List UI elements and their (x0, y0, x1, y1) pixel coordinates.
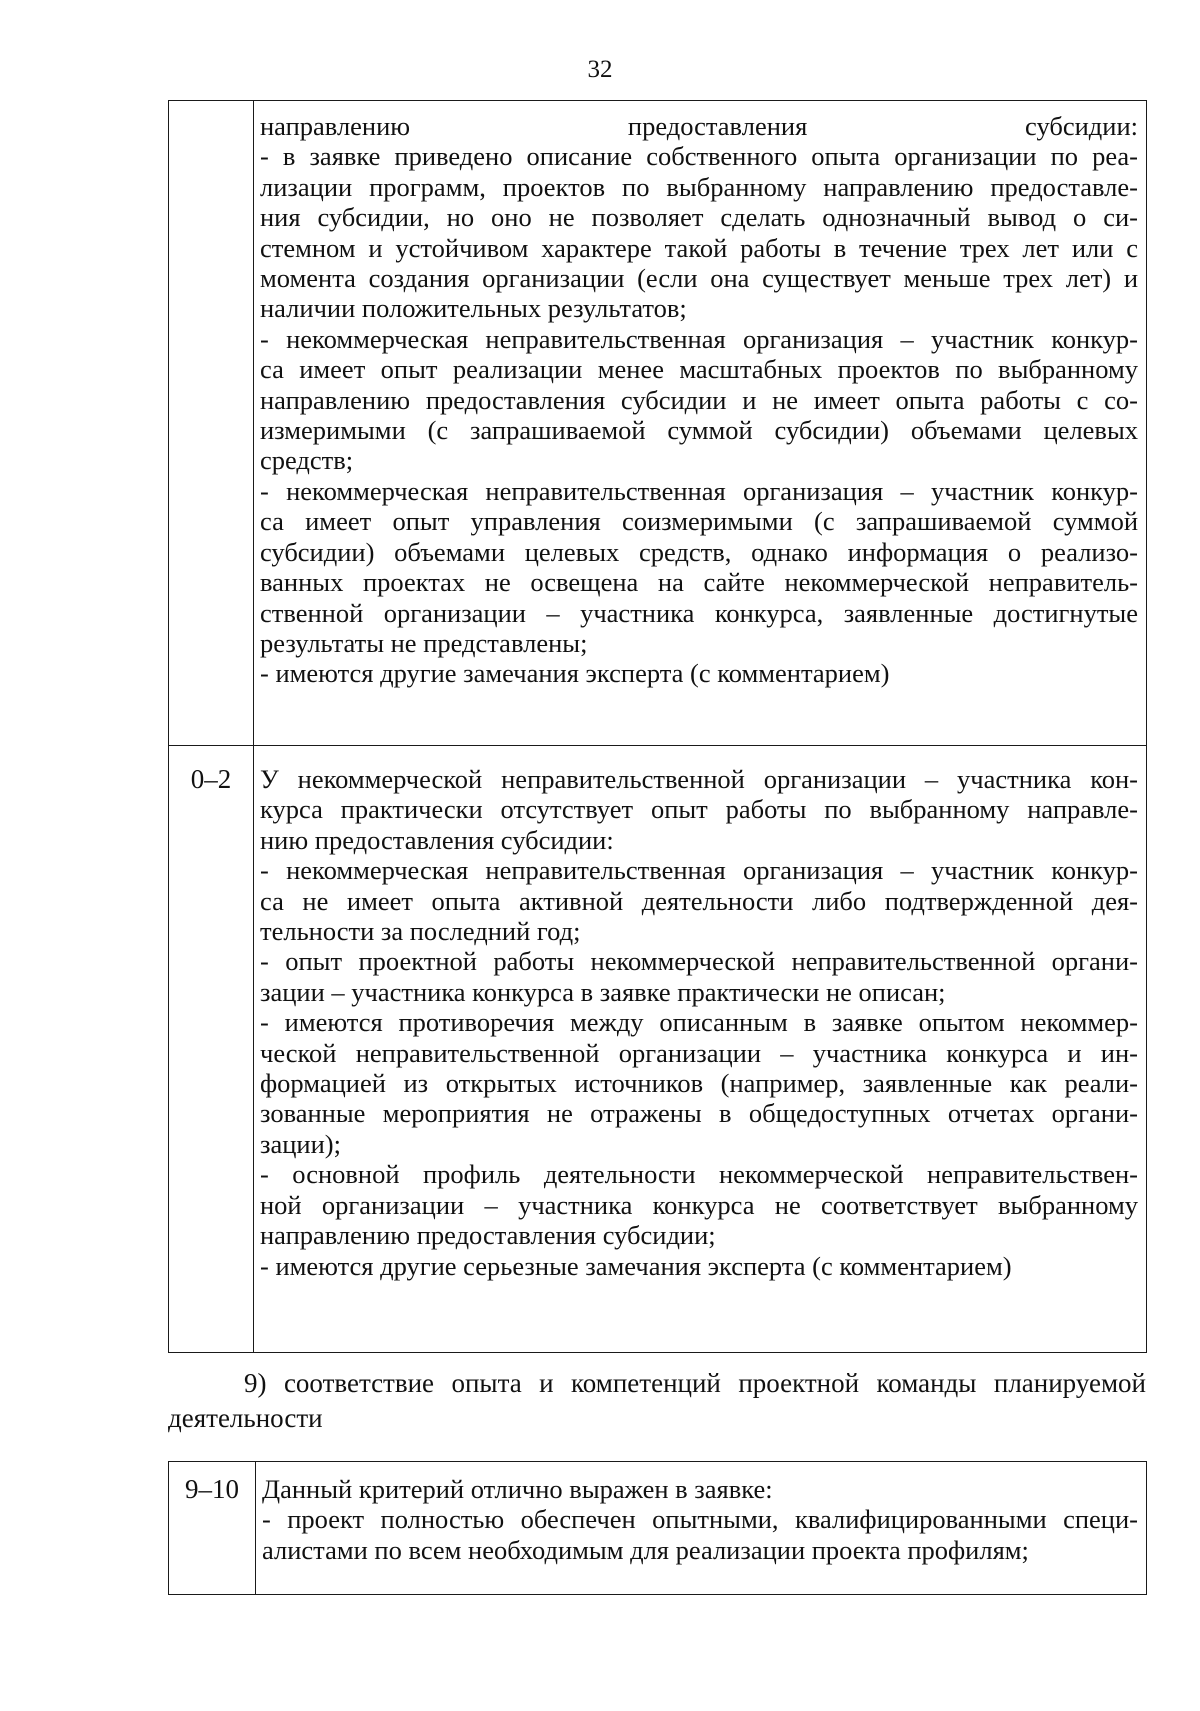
text-line: - опыт проектной работы некоммерческой неправительственной органи- (260, 946, 1138, 977)
section-heading-line: деятельности (168, 1403, 323, 1433)
text-line: Данный критерий отлично выражен в заявке: (262, 1474, 773, 1504)
text-line: нию предоставления субсидии: (260, 824, 614, 855)
text-line: момента создания организации (если она существует меньше трех лет) и (260, 263, 1138, 294)
text-line: - имеются противоречия между описанным в заявке опытом некоммер- (260, 1007, 1138, 1038)
text-line: зации); (260, 1128, 341, 1159)
text-line: са имеет опыт реализации менее масштабных проектов по выбранному (260, 354, 1138, 385)
description-cell (256, 1462, 1147, 1595)
score-cell: 9–10 (169, 1462, 256, 1595)
text-line: курса практически отсутствует опыт работы по выбранному направле- (260, 794, 1138, 825)
table-row (169, 101, 1147, 746)
table-row (169, 746, 1147, 1353)
text-line: измеримыми (с запрашиваемой суммой субсидии) объемами целевых (260, 415, 1138, 446)
text-line: - некоммерческая неправительственная организация – участник конкур- (260, 855, 1138, 886)
text-line: субсидии) объемами целевых средств, однако информация о реализо- (260, 536, 1138, 567)
text-line: направлению предоставления субсидии и не имеет опыта работы с со- (260, 384, 1138, 415)
text-line: формацией из открытых источников (например, заявленные как реали- (260, 1068, 1138, 1099)
text-line: направлению предоставления субсидии: (260, 111, 1138, 141)
section-heading-line: 9) соответствие опыта и компетенций проектной команды планируемой (244, 1368, 1146, 1398)
text-line: са имеет опыт управления соизмеримыми (с запрашиваемой суммой (260, 506, 1138, 537)
table-row (169, 1462, 1147, 1595)
text-line: наличии положительных результатов; (260, 293, 687, 324)
text-line: У некоммерческой неправительственной организации – участника кон- (260, 764, 1138, 794)
text-line: алистами по всем необходимым для реализации проекта профилям; (262, 1534, 1029, 1565)
text-line: направлению предоставления субсидии; (260, 1220, 716, 1251)
text-line: - некоммерческая неправительственная организация – участник конкур- (260, 475, 1138, 506)
text-line: результаты не представлены; (260, 627, 588, 658)
criteria-table-9 (168, 1461, 1147, 1595)
text-line: ческой неправительственной организации – участника конкурса и ин- (260, 1037, 1138, 1068)
text-line: - имеются другие замечания эксперта (с комментарием) (260, 658, 890, 689)
text-line: зации – участника конкурса в заявке практически не описан; (260, 976, 946, 1007)
text-line: стемном и устойчивом характере такой работы в течение трех лет или с (260, 232, 1138, 263)
text-line: - проект полностью обеспечен опытными, квалифицированными специ- (262, 1504, 1138, 1535)
description-cell (254, 101, 1147, 746)
text-line: ванных проектах не освещена на сайте некоммерческой неправитель- (260, 567, 1138, 598)
text-line: ственной организации – участника конкурса, заявленные достигнутые (260, 597, 1138, 628)
criteria-table-8 (168, 100, 1147, 1353)
text-line: са не имеет опыта активной деятельности либо подтвержденной дея- (260, 885, 1138, 916)
text-line: - некоммерческая неправительственная организация – участник конкур- (260, 323, 1138, 354)
page-number: 32 (587, 56, 613, 83)
text-line: тельности за последний год; (260, 916, 581, 947)
text-line: ной организации – участника конкурса не соответствует выбранному (260, 1189, 1138, 1220)
score-cell (169, 101, 254, 746)
description-cell (254, 746, 1147, 1353)
section-heading-9 (168, 1366, 1146, 1436)
text-line: - основной профиль деятельности некоммерческой неправительствен- (260, 1159, 1138, 1190)
text-line: зованные мероприятия не отражены в общедоступных отчетах органи- (260, 1098, 1138, 1129)
text-line: средств; (260, 445, 354, 476)
text-line: - имеются другие серьезные замечания эксперта (с комментарием) (260, 1250, 1012, 1281)
text-line: лизации программ, проектов по выбранному направлению предоставле- (260, 171, 1138, 202)
score-cell: 0–2 (169, 746, 254, 1353)
text-line: ния субсидии, но оно не позволяет сделать однозначный вывод о си- (260, 202, 1138, 233)
text-line: - в заявке приведено описание собственного опыта организации по реа- (260, 141, 1138, 172)
